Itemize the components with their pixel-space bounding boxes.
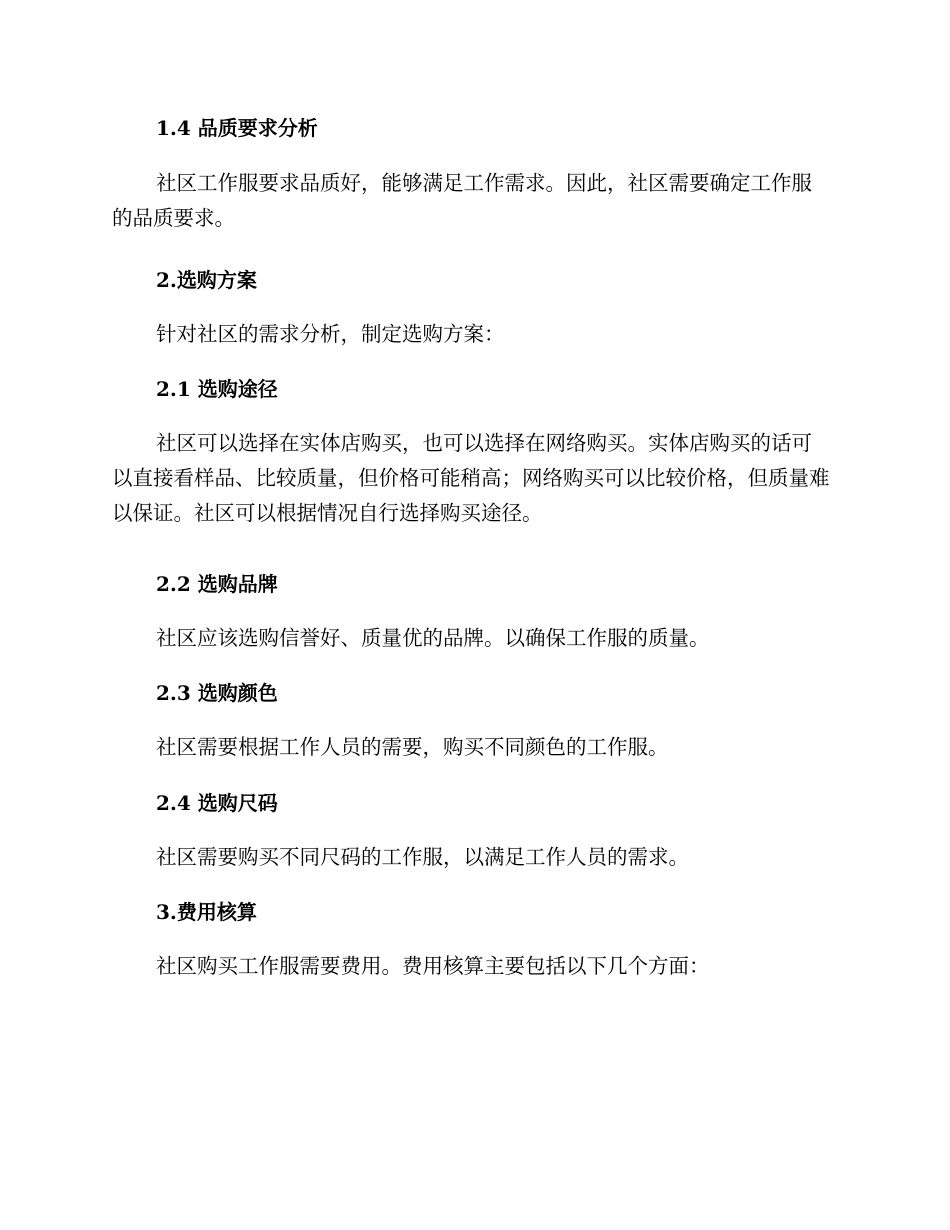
section-heading-purchase-size: 2.4 选购尺码 (156, 791, 278, 815)
section-heading-purchase-plan: 2.选购方案 (156, 268, 257, 292)
section-heading-quality-analysis: 1.4 品质要求分析 (156, 116, 318, 140)
paragraph-quality-analysis: 社区工作服要求品质好，能够满足工作需求。因此，社区需要确定工作服的品质要求。 (112, 171, 812, 230)
section-heading-cost-accounting: 3.费用核算 (156, 900, 257, 924)
section-heading-purchase-channel: 2.1 选购途径 (156, 377, 278, 401)
paragraph-purchase-plan: 针对社区的需求分析，制定选购方案： (156, 322, 505, 346)
paragraph-purchase-channel: 社区可以选择在实体店购买，也可以选择在网络购买。实体店购买的话可以直接看样品、比较质量，但价格可能稍高；网络购买可以比较价格，但质量难以保证。社区可以根据情况自行选择购买途径。 (112, 431, 830, 525)
paragraph-purchase-size: 社区需要购买不同尺码的工作服，以满足工作人员的需求。 (156, 845, 689, 869)
paragraph-cost-accounting: 社区购买工作服需要费用。费用核算主要包括以下几个方面： (156, 954, 710, 978)
section-heading-purchase-brand: 2.2 选购品牌 (156, 572, 278, 596)
paragraph-purchase-brand: 社区应该选购信誉好、质量优的品牌。以确保工作服的质量。 (156, 626, 710, 650)
paragraph-purchase-color: 社区需要根据工作人员的需要，购买不同颜色的工作服。 (156, 735, 669, 759)
section-heading-purchase-color: 2.3 选购颜色 (156, 681, 278, 705)
